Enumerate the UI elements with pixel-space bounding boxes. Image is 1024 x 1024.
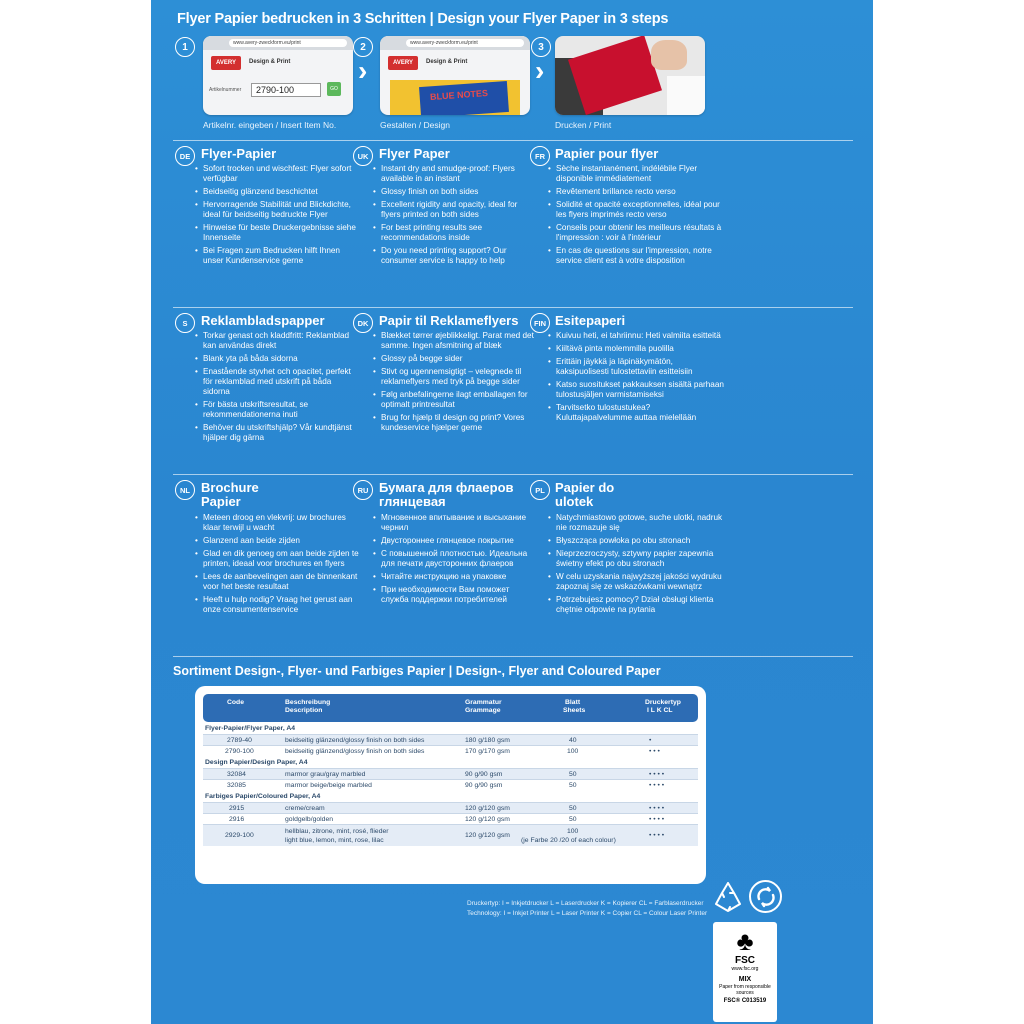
section-title-uk: Flyer Paper [379, 146, 450, 161]
list-item: • Bei Fragen zum Bedrucken hilft Ihnen unser Kundenservice gerne [195, 246, 360, 266]
design-print-label: Design & Print [249, 59, 291, 65]
list-item: • Torkar genast och kladdfritt: Reklamblad kan användas direkt [195, 331, 360, 351]
list-item: • Conseils pour obtenir les meilleurs résultats à l'impression : voir à l'intérieur [548, 223, 728, 243]
section-title-fin: Esitepaperi [555, 313, 626, 328]
divider [173, 140, 853, 141]
table-group-label: Flyer-Papier/Flyer Paper, A4 [205, 725, 296, 732]
step-3-image [555, 36, 705, 115]
list-item: • För bästa utskriftsresultat, se rekommendationerna inuti [195, 400, 360, 420]
product-sheet [151, 0, 873, 1024]
printer-legend: Druckertyp: I = Inkjetdrucker L = Laserdrucker K = Kopierer CL = Farblaserdrucker Technology: I = Inkjet Printer L = Laser Printer K = Copier CL = Colour Laser Printer [467, 900, 708, 917]
list-item: • Meteen droog en vlekvrij: uw brochures klaar terwijl u wacht [195, 513, 360, 533]
col-desc-en: Description [285, 707, 323, 714]
list-item: • Lees de aanbevelingen aan de binnenkant voor het beste resultaat [195, 572, 360, 592]
list-item: • Sofort trocken und wischfest: Flyer sofort verfügbar [195, 164, 360, 184]
list-item: • Erittäin jäykkä ja läpinäkymätön, kaksipuolisesti tulostettaviin esitteisiin [548, 357, 728, 377]
step-1-image [203, 36, 353, 115]
table-group-label: Design Papier/Design Paper, A4 [205, 759, 308, 766]
fsc-tree-icon: ♣ [736, 926, 754, 956]
item-number-field: 2790-100 [251, 83, 321, 97]
list-item: • Heeft u hulp nodig? Vraag het gerust aan onze consumentenservice [195, 595, 360, 615]
list-item: • Enastående styvhet och opacitet, perfekt för reklamblad med utskrift på båda sidorna [195, 367, 360, 397]
list-item: • Glossy finish on both sides [373, 187, 538, 197]
page-title: Flyer Papier bedrucken in 3 Schritten | Design your Flyer Paper in 3 steps [177, 11, 669, 27]
section-title-pl: Papier do ulotek [555, 480, 615, 509]
bullet-list-ru [373, 513, 538, 608]
list-item: • Do you need printing support? Our consumer service is happy to help [373, 246, 538, 266]
lang-badge-fin: FIN [530, 313, 550, 333]
lang-badge-fr: FR [530, 146, 550, 166]
list-item: • Behöver du utskriftshjälp? Vår kundtjänst hjälper dig gärna [195, 423, 360, 443]
list-item: • Glanzend aan beide zijden [195, 536, 360, 546]
avery-logo: AVERY [211, 56, 241, 70]
list-item: • Nieprzezroczysty, sztywny papier zapewnia świetny efekt po obu stronach [548, 549, 728, 569]
chevron-right-icon: › [358, 55, 368, 86]
list-item: • При необходимости Вам поможет служба поддержки потребителей [373, 585, 538, 605]
lang-badge-dk: DK [353, 313, 373, 333]
bullet-list-uk [373, 164, 538, 269]
col-code: Code [227, 699, 244, 706]
section-title-nl: Brochure Papier [201, 480, 259, 509]
list-item: • Blank yta på båda sidorna [195, 354, 360, 364]
list-item: • Tarvitsetko tulostustukea? Kuluttajapalvelumme auttaa mielellään [548, 403, 728, 423]
recycle-icon [712, 880, 744, 914]
list-item: • For best printing results see recommendations inside [373, 223, 538, 243]
item-number-label: Artikelnummer [209, 87, 242, 93]
list-item: • Glossy på begge sider [373, 354, 538, 364]
list-item: • Читайте инструкцию на упаковке [373, 572, 538, 582]
list-item: • Natychmiastowo gotowe, suche ulotki, nadruk nie rozmazuje się [548, 513, 728, 533]
list-item: • En cas de questions sur l'impression, notre service client est à votre disposition [548, 246, 728, 266]
bullet-list-nl [195, 513, 360, 618]
col-sheets-en: Sheets [563, 707, 586, 714]
col-sheets-de: Blatt [565, 699, 581, 706]
col-gram-de: Grammatur [465, 699, 502, 706]
lang-badge-s: S [175, 313, 195, 333]
bullet-list-pl [548, 513, 728, 618]
col-printer-en: I L K CL [647, 707, 673, 714]
table-row: 32084 marmor grau/gray marbled 90 g/90 gsm 50 • • • • [203, 768, 698, 779]
list-item: • Brug for hjælp til design og print? Vores kundeservice hjælper gerne [373, 413, 538, 433]
bullet-list-dk [373, 331, 538, 436]
list-item: • Glad en dik genoeg om aan beide zijden te printen, ideaal voor brochures en flyers [195, 549, 360, 569]
table-group-label: Farbiges Papier/Coloured Paper, A4 [205, 793, 321, 800]
list-item: • Мгновенное впитывание и высыхание чернил [373, 513, 538, 533]
section-title-de: Flyer-Papier [201, 146, 277, 161]
bullet-list-s [195, 331, 360, 446]
lang-badge-de: DE [175, 146, 195, 166]
flyer-preview-text: BLUE NOTES [429, 87, 489, 103]
list-item: • Hervorragende Stabilität und Blickdichte, ideal für beidseitig bedruckte Flyer [195, 200, 360, 220]
col-printer-de: Druckertyp [645, 699, 681, 706]
lang-badge-uk: UK [353, 146, 373, 166]
product-table [195, 686, 706, 884]
section-title-ru: Бумага для флаеров глянцевая [379, 480, 514, 509]
go-button: GO [327, 82, 341, 96]
list-item: • Stivt og ugennemsigtigt – velegnede til reklameflyers med tryk på begge sider [373, 367, 538, 387]
list-item: • Sèche instantanément, indélébile Flyer disponible immédiatement [548, 164, 728, 184]
list-item: • Katso suositukset pakkauksen sisältä parhaan tulostusjäljen varmistamiseksi [548, 380, 728, 400]
table-row: 2929-100 hellblau, zitrone, mint, rosé, flieder light blue, lemon, mint, rose, lilac 120 g/120 gsm 100 (je Farbe 20 /20 of each colour) • • • • [203, 824, 698, 846]
col-desc-de: Beschreibung [285, 699, 331, 706]
step-2-image: www.avery-zweckform.eu/print AVERY Design & Print BLUE NOTES [380, 36, 530, 115]
lang-badge-pl: PL [530, 480, 550, 500]
table-row: 2915 creme/cream 120 g/120 gsm 50 • • • • [203, 802, 698, 813]
list-item: • Revêtement brillance recto verso [548, 187, 728, 197]
lang-badge-ru: RU [353, 480, 373, 500]
list-item: • Excellent rigidity and opacity, ideal for flyers printed on both sides [373, 200, 538, 220]
table-row: 2790-100 beidseitig glänzend/glossy finish on both sides 170 g/170 gsm 100 • • • [203, 745, 698, 756]
bullet-list-fin [548, 331, 728, 426]
list-item: • Instant dry and smudge-proof: Flyers available in an instant [373, 164, 538, 184]
step-1-number: 1 [175, 37, 195, 57]
table-header [203, 694, 698, 722]
chevron-right-icon: › [535, 55, 545, 86]
section-title-dk: Papir til Reklameflyers [379, 313, 519, 328]
table-row: 2789-40 beidseitig glänzend/glossy finish on both sides 180 g/180 gsm 40 • [203, 734, 698, 745]
step-2-caption: Gestalten / Design [380, 120, 450, 130]
step-3-number: 3 [531, 37, 551, 57]
divider [173, 307, 853, 308]
step-2-number: 2 [353, 37, 373, 57]
list-item: • W celu uzyskania najwyższej jakości wydruku zapoznaj się ze wskazówkami wewnątrz [548, 572, 728, 592]
list-item: • Двустороннее глянцевое покрытие [373, 536, 538, 546]
list-item: • Kiiltävä pinta molemmilla puolilla [548, 344, 728, 354]
divider [173, 474, 853, 475]
section-title-fr: Papier pour flyer [555, 146, 659, 161]
bullet-list-de [195, 164, 360, 269]
list-item: • Blækket tørrer øjeblikkeligt. Parat med det samme. Ingen afsmitning af blæk [373, 331, 538, 351]
table-title: Sortiment Design-, Flyer- und Farbiges Papier | Design-, Flyer and Coloured Paper [173, 664, 661, 678]
lang-badge-nl: NL [175, 480, 195, 500]
browser-url: www.avery-zweckform.eu/print [229, 39, 347, 47]
green-dot-icon [749, 880, 782, 913]
table-row: 2916 goldgelb/golden 120 g/120 gsm 50 • • • • [203, 813, 698, 824]
fsc-label: ♣ FSC www.fsc.org MIX Paper from responsible sources FSC® C013519 [713, 922, 777, 1022]
list-item: • Błyszcząca powłoka po obu stronach [548, 536, 728, 546]
section-title-s: Reklambladspapper [201, 313, 325, 328]
list-item: • Beidseitig glänzend beschichtet [195, 187, 360, 197]
list-item: • Kuivuu heti, ei tahriinnu: Heti valmiita esitteitä [548, 331, 728, 341]
list-item: • Potrzebujesz pomocy? Dział obsługi klienta chętnie odpowie na pytania [548, 595, 728, 615]
table-row: 32085 marmor beige/beige marbled 90 g/90 gsm 50 • • • • [203, 779, 698, 790]
step-1-caption: Artikelnr. eingeben / Insert Item No. [203, 120, 337, 130]
col-gram-en: Grammage [465, 707, 501, 714]
list-item: • Følg anbefalingerne ilagt emballagen for optimalt printresultat [373, 390, 538, 410]
divider [173, 656, 853, 657]
list-item: • С повышенной плотностью. Идеальна для печати двусторонних флаеров [373, 549, 538, 569]
bullet-list-fr [548, 164, 728, 269]
list-item: • Hinweise für beste Druckergebnisse siehe Innenseite [195, 223, 360, 243]
step-3-caption: Drucken / Print [555, 120, 612, 130]
list-item: • Solidité et opacité exceptionnelles, idéal pour les flyers imprimés recto verso [548, 200, 728, 220]
